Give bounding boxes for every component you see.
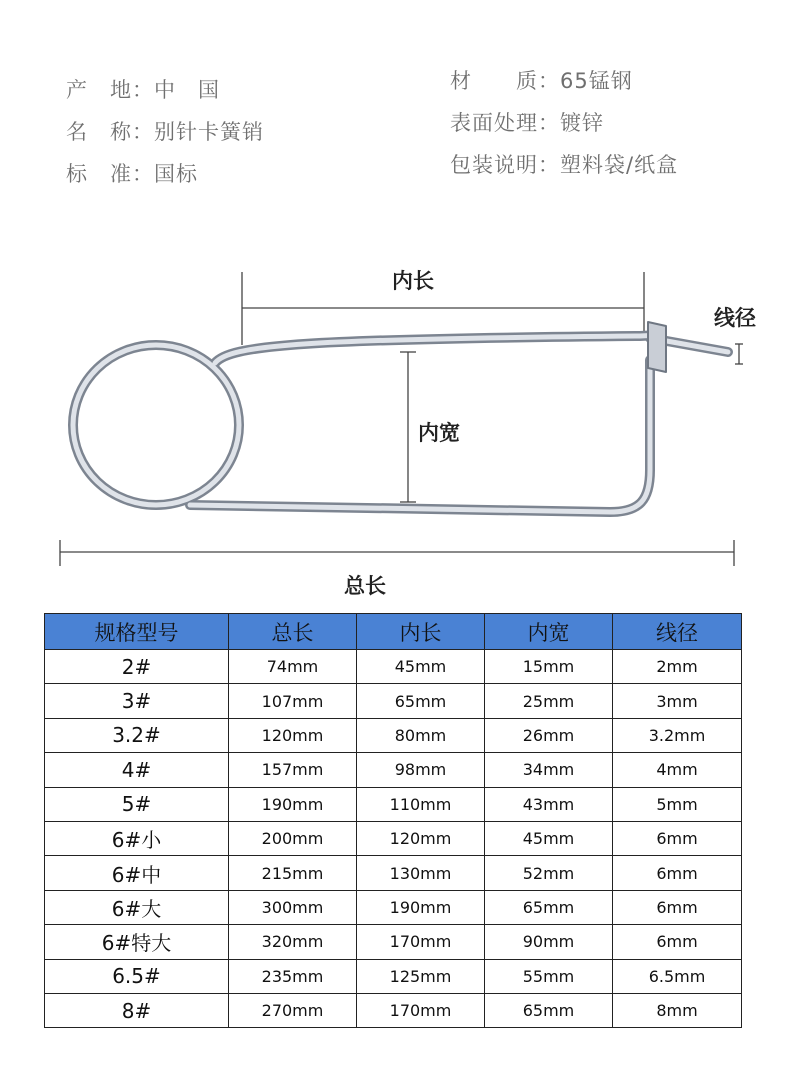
cell-inner-width: 43mm: [485, 787, 613, 821]
header-inner-length: 内长: [357, 614, 485, 650]
cell-inner-length: 190mm: [357, 890, 485, 924]
cell-inner-width: 55mm: [485, 959, 613, 993]
header-inner-width: 内宽: [485, 614, 613, 650]
cell-wire-diameter: 6mm: [613, 856, 742, 890]
cell-inner-width: 45mm: [485, 821, 613, 855]
cell-total-length: 74mm: [229, 650, 357, 684]
cell-model: 3#: [45, 684, 229, 718]
cell-total-length: 200mm: [229, 821, 357, 855]
cell-inner-length: 130mm: [357, 856, 485, 890]
cell-wire-diameter: 3mm: [613, 684, 742, 718]
cell-inner-width: 34mm: [485, 753, 613, 787]
cell-total-length: 157mm: [229, 753, 357, 787]
cell-inner-length: 80mm: [357, 718, 485, 752]
cell-wire-diameter: 6.5mm: [613, 959, 742, 993]
cell-inner-length: 98mm: [357, 753, 485, 787]
cell-wire-diameter: 6mm: [613, 890, 742, 924]
spec-table-header: [45, 614, 742, 650]
cell-total-length: 235mm: [229, 959, 357, 993]
total-length-label: 总长: [344, 574, 386, 598]
cell-total-length: 300mm: [229, 890, 357, 924]
info-material-value: 65锰钢: [560, 69, 633, 93]
info-standard-label: 标 准：: [66, 162, 154, 186]
cell-wire-diameter: 6mm: [613, 925, 742, 959]
table-row: [45, 925, 742, 959]
cell-model: 6.5#: [45, 959, 229, 993]
cell-model: 6#中: [45, 856, 229, 890]
cell-total-length: 215mm: [229, 856, 357, 890]
info-packaging-label: 包装说明：: [450, 153, 560, 177]
cell-inner-length: 170mm: [357, 993, 485, 1027]
cell-total-length: 120mm: [229, 718, 357, 752]
info-packaging-value: 塑料袋/纸盒: [560, 153, 679, 177]
cell-inner-length: 65mm: [357, 684, 485, 718]
cell-wire-diameter: 5mm: [613, 787, 742, 821]
wire-diameter-label: 线径: [714, 306, 756, 330]
cell-model: 6#大: [45, 890, 229, 924]
cell-inner-length: 110mm: [357, 787, 485, 821]
table-row: [45, 959, 742, 993]
cell-model: 3.2#: [45, 718, 229, 752]
info-surface-label: 表面处理：: [450, 111, 560, 135]
header-model: 规格型号: [45, 614, 229, 650]
cell-model: 6#小: [45, 821, 229, 855]
info-material-label: 材 质：: [450, 69, 560, 93]
cell-model: 4#: [45, 753, 229, 787]
cell-model: 2#: [45, 650, 229, 684]
wire-diameter-dimension: [735, 344, 743, 364]
cell-wire-diameter: 4mm: [613, 753, 742, 787]
inner-length-label: 内长: [392, 269, 434, 293]
cell-model: 6#特大: [45, 925, 229, 959]
cell-inner-width: 25mm: [485, 684, 613, 718]
cell-inner-width: 26mm: [485, 718, 613, 752]
inner-width-label: 内宽: [418, 421, 460, 445]
table-row: [45, 684, 742, 718]
info-surface-value: 镀锌: [560, 111, 604, 135]
inner-width-dimension: [400, 352, 416, 502]
cell-inner-length: 125mm: [357, 959, 485, 993]
table-row: [45, 890, 742, 924]
safety-pin-wire: [73, 322, 728, 512]
spec-table: [44, 613, 742, 1028]
cell-inner-width: 65mm: [485, 993, 613, 1027]
cell-inner-length: 170mm: [357, 925, 485, 959]
header-total-length: 总长: [229, 614, 357, 650]
cell-inner-width: 15mm: [485, 650, 613, 684]
cell-inner-width: 52mm: [485, 856, 613, 890]
cell-wire-diameter: 6mm: [613, 821, 742, 855]
cell-wire-diameter: 2mm: [613, 650, 742, 684]
cell-inner-length: 120mm: [357, 821, 485, 855]
total-length-dimension: [60, 540, 734, 566]
info-origin-label: 产 地：: [66, 78, 154, 102]
cell-inner-width: 65mm: [485, 890, 613, 924]
table-row: [45, 993, 742, 1027]
cell-total-length: 107mm: [229, 684, 357, 718]
table-row: [45, 856, 742, 890]
info-name-value: 别针卡簧销: [154, 120, 264, 144]
info-standard-value: 国标: [154, 162, 198, 186]
cell-total-length: 320mm: [229, 925, 357, 959]
cell-model: 8#: [45, 993, 229, 1027]
cell-wire-diameter: 3.2mm: [613, 718, 742, 752]
table-row: [45, 753, 742, 787]
cell-inner-length: 45mm: [357, 650, 485, 684]
table-row: [45, 821, 742, 855]
table-row: [45, 650, 742, 684]
header-wire-diameter: 线径: [613, 614, 742, 650]
info-origin-value: 中 国: [154, 78, 220, 102]
table-row: [45, 787, 742, 821]
cell-wire-diameter: 8mm: [613, 993, 742, 1027]
table-row: [45, 718, 742, 752]
cell-model: 5#: [45, 787, 229, 821]
cell-inner-width: 90mm: [485, 925, 613, 959]
cell-total-length: 190mm: [229, 787, 357, 821]
info-name-label: 名 称：: [66, 120, 154, 144]
cell-total-length: 270mm: [229, 993, 357, 1027]
